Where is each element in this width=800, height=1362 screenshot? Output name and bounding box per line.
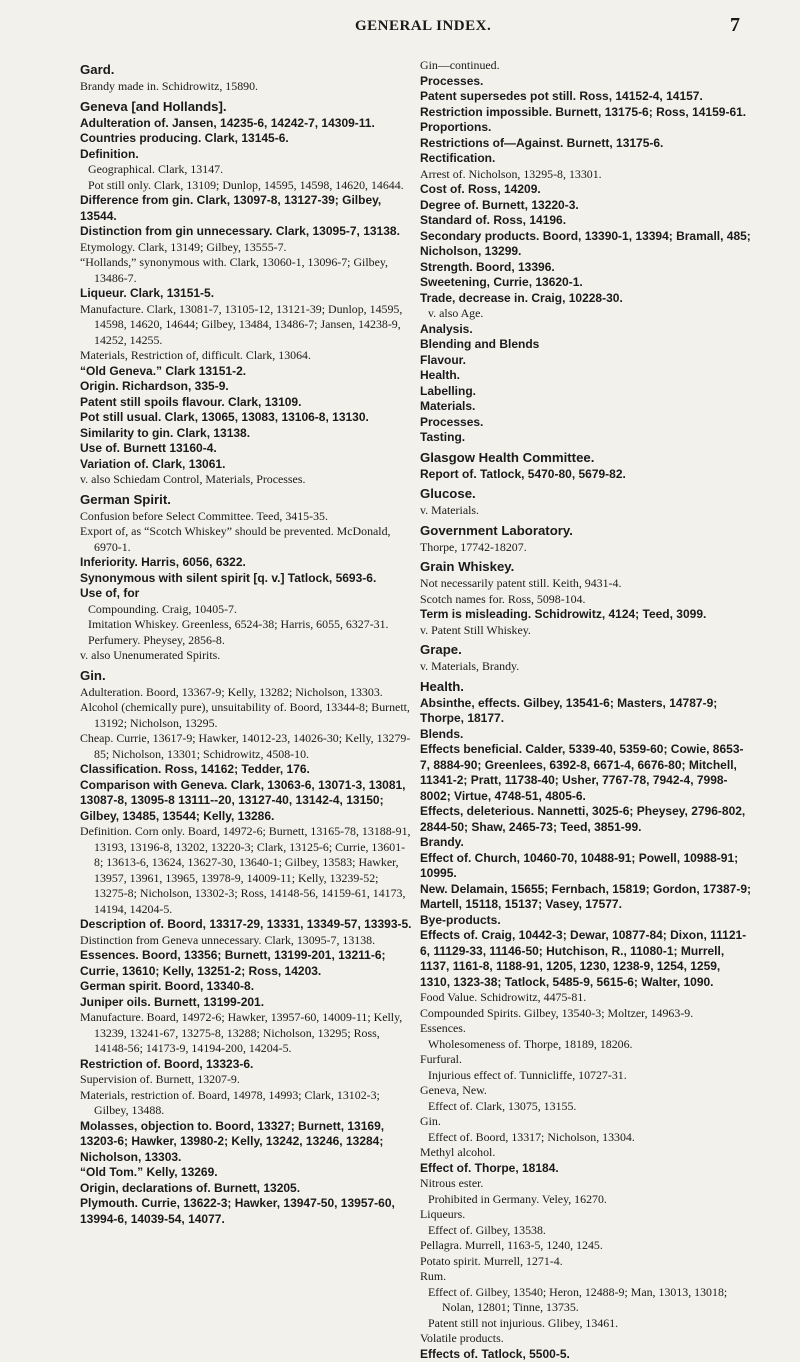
index-entry: Liqueur. Clark, 13151-5. bbox=[80, 286, 412, 302]
index-entry: “Hollands,” synonymous with. Clark, 13060-1, 13096-7; Gilbey, 13486-7. bbox=[80, 255, 412, 286]
index-entry: Export of, as “Scotch Whiskey” should be prevented. McDonald, 6970-1. bbox=[80, 524, 412, 555]
index-entry: Tasting. bbox=[420, 430, 752, 446]
index-entry: Degree of. Burnett, 13220-3. bbox=[420, 198, 752, 214]
index-entry: Manufacture. Board, 14972-6; Hawker, 13957-60, 14009-11; Kelly, 13239, 13241-67, 13275-8, 13288; Nicholson, 13295; Ross, 14148-56; 14173-9, 14194-200, 14204-5. bbox=[80, 1010, 412, 1057]
index-entry: Bye-products. bbox=[420, 913, 752, 929]
index-entry: Effects of. Craig, 10442-3; Dewar, 10877-84; Dixon, 11121-6, 11129-33, 11146-50; Hutchison, R., 11080-1; Murrell, 1137, 1161-8, 1188-91, 1205, 1230, 1238-9, 1254, 1259, 1310, 1323-38; Tatlock, 5485-9, 5615-6; Walter, 1090. bbox=[420, 928, 752, 990]
index-entry: Effect of. Gilbey, 13540; Heron, 12488-9; Man, 13013, 13018; Nolan, 12801; Tinne, 13735. bbox=[420, 1285, 752, 1316]
index-heading: Health. bbox=[420, 678, 752, 696]
index-entry: v. also Schiedam Control, Materials, Processes. bbox=[80, 472, 412, 488]
index-entry: Report of. Tatlock, 5470-80, 5679-82. bbox=[420, 467, 752, 483]
index-entry: Materials, Restriction of, difficult. Clark, 13064. bbox=[80, 348, 412, 364]
index-entry: Term is misleading. Schidrowitz, 4124; Teed, 3099. bbox=[420, 607, 752, 623]
index-heading: Glucose. bbox=[420, 485, 752, 503]
index-entry: Effects beneficial. Calder, 5339-40, 5359-60; Cowie, 8653-7, 8884-90; Greenlees, 6392-8, 6671-4, 6676-80; Mitchell, 11341-2; Pratt, 11738-40; Usher, 7767-78, 7942-4, 7998-8002; Virtue, 4748-51, 4805-6. bbox=[420, 742, 752, 804]
index-entry: Strength. Boord, 13396. bbox=[420, 260, 752, 276]
index-heading: Gard. bbox=[80, 61, 412, 79]
index-entry: Patent supersedes pot still. Ross, 14152-4, 14157. bbox=[420, 89, 752, 105]
index-entry: Brandy made in. Schidrowitz, 15890. bbox=[80, 79, 412, 95]
index-heading: Grape. bbox=[420, 641, 752, 659]
index-entry: Cheap. Currie, 13617-9; Hawker, 14012-23, 14026-30; Kelly, 13279-85; Nicholson, 13301; Schidrowitz, 4508-10. bbox=[80, 731, 412, 762]
index-entry: Not necessarily patent still. Keith, 9431-4. bbox=[420, 576, 752, 592]
index-entry: Essences. bbox=[420, 1021, 752, 1037]
index-entry: Distinction from Geneva unnecessary. Clark, 13095-7, 13138. bbox=[80, 933, 412, 949]
index-entry: Perfumery. Pheysey, 2856-8. bbox=[80, 633, 412, 649]
index-entry: Effects, deleterious. Nannetti, 3025-6; Pheysey, 2796-802, 2844-50; Shaw, 2465-73; Teed, 3851-99. bbox=[420, 804, 752, 835]
index-entry: Geneva, New. bbox=[420, 1083, 752, 1099]
index-entry: Restrictions of—Against. Burnett, 13175-6. bbox=[420, 136, 752, 152]
index-entry: Liqueurs. bbox=[420, 1207, 752, 1223]
index-entry: Countries producing. Clark, 13145-6. bbox=[80, 131, 412, 147]
index-entry: Origin, declarations of. Burnett, 13205. bbox=[80, 1181, 412, 1197]
index-entry: Patent still spoils flavour. Clark, 13109. bbox=[80, 395, 412, 411]
index-entry: Similarity to gin. Clark, 13138. bbox=[80, 426, 412, 442]
index-entry: New. Delamain, 15655; Fernbach, 15819; Gordon, 17387-9; Martell, 15118, 15137; Vasey, 17577. bbox=[420, 882, 752, 913]
index-entry: Scotch names for. Ross, 5098-104. bbox=[420, 592, 752, 608]
page-number: 7 bbox=[730, 14, 740, 37]
index-entry: Compounded Spirits. Gilbey, 13540-3; Moltzer, 14963-9. bbox=[420, 1006, 752, 1022]
index-entry: Labelling. bbox=[420, 384, 752, 400]
index-entry: Potato spirit. Murrell, 1271-4. bbox=[420, 1254, 752, 1270]
index-entry: Imitation Whiskey. Greenless, 6524-38; Harris, 6055, 6327-31. bbox=[80, 617, 412, 633]
index-entry: Arrest of. Nicholson, 13295-8, 13301. bbox=[420, 167, 752, 183]
index-entry: Essences. Boord, 13356; Burnett, 13199-201, 13211-6; Currie, 13610; Kelly, 13251-2; Ross, 14203. bbox=[80, 948, 412, 979]
index-entry: Trade, decrease in. Craig, 10228-30. bbox=[420, 291, 752, 307]
index-entry: Blending and Blends bbox=[420, 337, 752, 353]
index-entry: Brandy. bbox=[420, 835, 752, 851]
index-entry: Plymouth. Currie, 13622-3; Hawker, 13947-50, 13957-60, 13994-6, 14039-54, 14077. bbox=[80, 1196, 412, 1227]
index-entry: Sweetening, Currie, 13620-1. bbox=[420, 275, 752, 291]
index-entry: Supervision of. Burnett, 13207-9. bbox=[80, 1072, 412, 1088]
index-entry: Materials, restriction of. Board, 14978, 14993; Clark, 13102-3; Gilbey, 13488. bbox=[80, 1088, 412, 1119]
left-column bbox=[80, 58, 412, 1227]
index-entry: v. also Age. bbox=[420, 306, 752, 322]
index-entry: Definition. Corn only. Board, 14972-6; Burnett, 13165-78, 13188-91, 13193, 13196-8, 13202, 13220-3; Clark, 13125-6; Currie, 13601-8; 13613-6, 13624, 13627-30, 13640-1; Gilbey, 13583; Hawker, 13957, 13961, 13965, 13978-9, 14009-11; Kelly, 13239-52; 13275-8; Nicholson, 13302-3; Ross, 14148-56, 14159-61, 14173, 14194, 14204-5. bbox=[80, 824, 412, 917]
index-entry: Processes. bbox=[420, 74, 752, 90]
index-heading: Government Laboratory. bbox=[420, 522, 752, 540]
index-heading: Glasgow Health Committee. bbox=[420, 449, 752, 467]
index-entry: Patent still not injurious. Glibey, 13461. bbox=[420, 1316, 752, 1332]
index-entry: Manufacture. Clark, 13081-7, 13105-12, 13121-39; Dunlop, 14595, 14598, 14620, 14644; Gilbey, 13484, 13486-7; Jansen, 14238-9, 14252, 14255. bbox=[80, 302, 412, 349]
index-entry: Effect of. Clark, 13075, 13155. bbox=[420, 1099, 752, 1115]
index-heading: German Spirit. bbox=[80, 491, 412, 509]
index-entry: Effects of. Tatlock, 5500-5. bbox=[420, 1347, 752, 1362]
index-entry: Volatile products. bbox=[420, 1331, 752, 1347]
index-entry: Restriction of. Boord, 13323-6. bbox=[80, 1057, 412, 1073]
index-entry: Rectification. bbox=[420, 151, 752, 167]
index-entry: Flavour. bbox=[420, 353, 752, 369]
index-entry: Etymology. Clark, 13149; Gilbey, 13555-7. bbox=[80, 240, 412, 256]
index-entry: Adulteration. Boord, 13367-9; Kelly, 13282; Nicholson, 13303. bbox=[80, 685, 412, 701]
index-entry: Prohibited in Germany. Veley, 16270. bbox=[420, 1192, 752, 1208]
index-entry: v. Patent Still Whiskey. bbox=[420, 623, 752, 639]
index-entry: Compounding. Craig, 10405-7. bbox=[80, 602, 412, 618]
index-entry: v. Materials. bbox=[420, 503, 752, 519]
index-entry: Methyl alcohol. bbox=[420, 1145, 752, 1161]
index-entry: German spirit. Boord, 13340-8. bbox=[80, 979, 412, 995]
index-heading: Gin. bbox=[80, 667, 412, 685]
index-entry: Alcohol (chemically pure), unsuitability of. Boord, 13344-8; Burnett, 13192; Nicholson, 13295. bbox=[80, 700, 412, 731]
index-entry: Food Value. Schidrowitz, 4475-81. bbox=[420, 990, 752, 1006]
index-entry: Materials. bbox=[420, 399, 752, 415]
index-entry: Juniper oils. Burnett, 13199-201. bbox=[80, 995, 412, 1011]
index-entry: Cost of. Ross, 14209. bbox=[420, 182, 752, 198]
index-entry: Health. bbox=[420, 368, 752, 384]
index-entry: Confusion before Select Committee. Teed, 3415-35. bbox=[80, 509, 412, 525]
index-entry: Nitrous ester. bbox=[420, 1176, 752, 1192]
index-entry: Description of. Boord, 13317-29, 13331, 13349-57, 13393-5. bbox=[80, 917, 412, 933]
index-entry: Processes. bbox=[420, 415, 752, 431]
index-entry: “Old Tom.” Kelly, 13269. bbox=[80, 1165, 412, 1181]
index-entry: Use of, for bbox=[80, 586, 412, 602]
index-entry: Effect of. Thorpe, 18184. bbox=[420, 1161, 752, 1177]
index-entry: Wholesomeness of. Thorpe, 18189, 18206. bbox=[420, 1037, 752, 1053]
index-entry: Distinction from gin unnecessary. Clark, 13095-7, 13138. bbox=[80, 224, 412, 240]
index-entry: Pot still only. Clark, 13109; Dunlop, 14595, 14598, 14620, 14644. bbox=[80, 178, 412, 194]
index-entry: Comparison with Geneva. Clark, 13063-6, 13071-3, 13081, 13087-8, 13095-8 13111--20, 13127-40, 13142-4, 13150; Gilbey, 13485, 13544; Kelly, 13286. bbox=[80, 778, 412, 825]
index-entry: Injurious effect of. Tunnicliffe, 10727-31. bbox=[420, 1068, 752, 1084]
index-entry: Secondary products. Boord, 13390-1, 13394; Bramall, 485; Nicholson, 13299. bbox=[420, 229, 752, 260]
index-entry: Rum. bbox=[420, 1269, 752, 1285]
index-entry: Standard of. Ross, 14196. bbox=[420, 213, 752, 229]
index-entry: Blends. bbox=[420, 727, 752, 743]
index-entry: Variation of. Clark, 13061. bbox=[80, 457, 412, 473]
index-entry: v. Materials, Brandy. bbox=[420, 659, 752, 675]
index-entry: v. also Unenumerated Spirits. bbox=[80, 648, 412, 664]
index-entry: Absinthe, effects. Gilbey, 13541-6; Masters, 14787-9; Thorpe, 18177. bbox=[420, 696, 752, 727]
index-entry: Pellagra. Murrell, 1163-5, 1240, 1245. bbox=[420, 1238, 752, 1254]
index-entry: Geographical. Clark, 13147. bbox=[80, 162, 412, 178]
index-entry: Gin—continued. bbox=[420, 58, 752, 74]
index-entry: Proportions. bbox=[420, 120, 752, 136]
index-entry: Effect of. Boord, 13317; Nicholson, 13304. bbox=[420, 1130, 752, 1146]
index-entry: Inferiority. Harris, 6056, 6322. bbox=[80, 555, 412, 571]
index-heading: Geneva [and Hollands]. bbox=[80, 98, 412, 116]
index-entry: Effect of. Church, 10460-70, 10488-91; Powell, 10988-91; 10995. bbox=[420, 851, 752, 882]
index-heading: Grain Whiskey. bbox=[420, 558, 752, 576]
page-title: GENERAL INDEX. bbox=[355, 18, 491, 35]
index-entry: Gin. bbox=[420, 1114, 752, 1130]
index-entry: Origin. Richardson, 335-9. bbox=[80, 379, 412, 395]
index-entry: Effect of. Gilbey, 13538. bbox=[420, 1223, 752, 1239]
index-entry: Adulteration of. Jansen, 14235-6, 14242-7, 14309-11. bbox=[80, 116, 412, 132]
index-entry: Thorpe, 17742-18207. bbox=[420, 540, 752, 556]
index-entry: Furfural. bbox=[420, 1052, 752, 1068]
index-entry: Analysis. bbox=[420, 322, 752, 338]
index-entry: Classification. Ross, 14162; Tedder, 176. bbox=[80, 762, 412, 778]
index-entry: Molasses, objection to. Boord, 13327; Burnett, 13169, 13203-6; Hawker, 13980-2; Kelly, 13242, 13246, 13284; Nicholson, 13303. bbox=[80, 1119, 412, 1166]
index-entry: Restriction impossible. Burnett, 13175-6; Ross, 14159-61. bbox=[420, 105, 752, 121]
index-entry: Use of. Burnett 13160-4. bbox=[80, 441, 412, 457]
right-column bbox=[420, 58, 752, 1362]
index-entry: Difference from gin. Clark, 13097-8, 13127-39; Gilbey, 13544. bbox=[80, 193, 412, 224]
index-entry: Pot still usual. Clark, 13065, 13083, 13106-8, 13130. bbox=[80, 410, 412, 426]
index-entry: Definition. bbox=[80, 147, 412, 163]
index-entry: “Old Geneva.” Clark 13151-2. bbox=[80, 364, 412, 380]
index-entry: Synonymous with silent spirit [q. v.] Tatlock, 5693-6. bbox=[80, 571, 412, 587]
